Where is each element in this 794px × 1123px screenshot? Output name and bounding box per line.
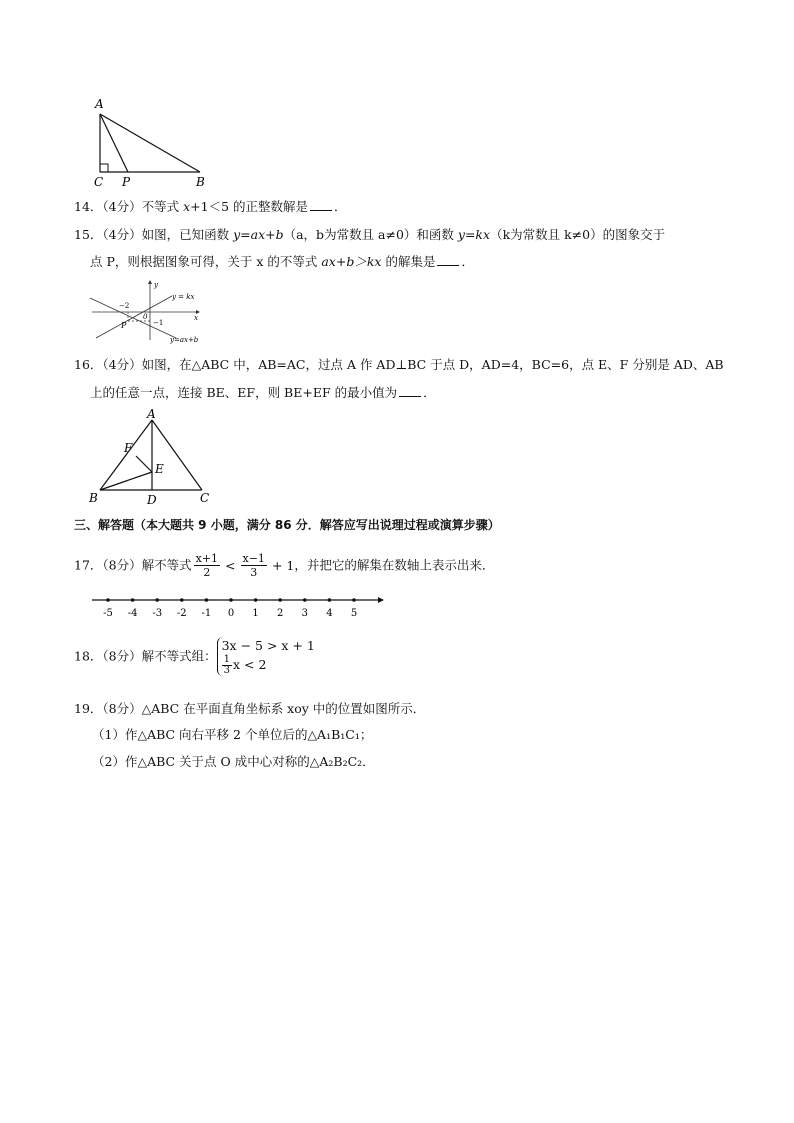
number-line-label: 2 — [277, 608, 284, 619]
label-b: B — [89, 491, 98, 505]
q17-fraction-2 — [241, 552, 267, 579]
q15-end: ． — [461, 254, 474, 269]
inequality-system — [217, 637, 315, 676]
side-ab — [100, 114, 200, 172]
q14-end: ． — [334, 199, 347, 214]
q17-fraction-1 — [194, 552, 220, 579]
q16-end: ． — [423, 385, 436, 400]
label-axb: y=ax+b — [170, 336, 199, 344]
answer-blank-16[interactable] — [399, 384, 421, 397]
q16-line2-prefix: 上的任意一点，连接 BE、EF，则 BE+EF 的最小值为 — [90, 385, 398, 400]
segment-ef — [136, 456, 152, 472]
q17-frac2-numerator: x−1 — [242, 552, 265, 565]
label-a: A — [147, 407, 156, 421]
number-line-arrow — [378, 597, 384, 603]
answer-blank-15[interactable] — [437, 253, 459, 266]
number-line-tick — [352, 598, 356, 602]
number-line-label: 4 — [326, 608, 333, 619]
number-line-tick — [180, 598, 184, 602]
label-a: A — [95, 97, 104, 111]
q18-frac-denominator: 3 — [223, 665, 230, 676]
label-d: D — [147, 493, 157, 507]
question-17 — [74, 550, 494, 581]
number-line-label: -5 — [103, 608, 113, 619]
question-14 — [74, 198, 347, 216]
q16-line1: 16．（4分）如图，在△ABC 中，AB=AC，过点 A 作 AD⊥BC 于点 D，AD=4，BC=6，点 E、F 分别是 AD、AB — [74, 357, 724, 372]
line-kx — [96, 296, 172, 338]
q18-inequality-2 — [222, 655, 315, 676]
number-line-tick — [254, 598, 258, 602]
label-p: P — [122, 175, 131, 189]
number-line-label: 5 — [350, 608, 358, 619]
label-minus-2: −2 — [119, 302, 130, 310]
label-f: F — [124, 441, 133, 455]
q18-inequality-1: 3x − 5 > x + 1 — [221, 638, 315, 653]
label-c: C — [200, 491, 210, 505]
number-line-tick — [328, 598, 332, 602]
number-line-label: 3 — [301, 608, 308, 619]
q19-item2: （2）作△ABC 关于点 O 成中心对称的△A₂B₂C₂． — [92, 754, 375, 769]
question-16-line-1 — [74, 356, 724, 374]
q14-mid: +1＜5 的正整数解是 — [190, 199, 309, 214]
label-x: x — [194, 314, 198, 322]
label-minus-1: −1 — [153, 319, 164, 327]
q17-prefix: 17．（8分）解不等式 — [74, 557, 192, 573]
line-ax-b — [90, 298, 176, 338]
q15-paren-1: （a，b为常数且 a≠0）和函数 — [283, 227, 458, 242]
q18-inequality-2-tail: x < 2 — [232, 657, 267, 672]
q15-line2-prefix: 点 P，则根据图象可得，关于 x 的不等式 — [90, 254, 322, 269]
q15-prefix: 15．（4分）如图，已知函数 — [74, 227, 234, 242]
q19-item1: （1）作△ABC 向右平移 2 个单位后的△A₁B₁C₁； — [92, 727, 373, 742]
label-e: E — [155, 462, 164, 476]
side-ab — [100, 420, 152, 490]
q17-frac1-denominator: 2 — [203, 566, 211, 579]
number-line-label: 1 — [252, 608, 259, 619]
q17-less-than: < — [225, 557, 236, 573]
y-axis-arrow — [148, 280, 152, 284]
answer-blank-14[interactable] — [310, 198, 332, 211]
number-line-tick — [155, 598, 159, 602]
number-line[interactable] — [90, 592, 390, 622]
q17-frac2-denominator: 3 — [250, 566, 258, 579]
q14-prefix: 14．（4分）不等式 — [74, 199, 184, 214]
label-origin: 0 — [143, 313, 148, 321]
number-line-label: -3 — [152, 608, 163, 619]
q15-line2-suffix: 的解集是 — [381, 254, 436, 269]
q18-prefix: 18．（8分）解不等式组： — [74, 648, 217, 664]
section-3-title: 三、解答题（本大题共 9 小题，满分 86 分．解答应写出说理过程或演算步骤） — [74, 518, 500, 532]
q15-paren-2: （k为常数且 k≠0）的图象交于 — [490, 227, 666, 242]
question-18 — [74, 636, 315, 677]
segment-be — [100, 472, 152, 490]
triangle-figure-13 — [86, 92, 216, 192]
label-y: y — [154, 281, 158, 289]
q15-function-2: y=kx — [457, 227, 491, 242]
number-line-ticks — [103, 598, 357, 619]
question-15-line-1 — [74, 226, 665, 244]
q15-function-1: y=ax+b — [233, 227, 284, 242]
function-graph-15 — [86, 278, 206, 344]
label-b: B — [196, 175, 205, 189]
q18-fraction — [222, 655, 232, 676]
question-15-line-2 — [90, 253, 474, 271]
q14-var: x — [183, 199, 191, 214]
number-line-label: -2 — [176, 608, 187, 619]
q19-line1: 19．（8分）△ABC 在平面直角坐标系 xoy 中的位置如图所示． — [74, 701, 426, 716]
number-line-tick — [205, 598, 209, 602]
number-line-tick — [303, 598, 307, 602]
number-line-tick — [229, 598, 233, 602]
section-3-heading — [74, 516, 500, 534]
q17-frac1-numerator: x+1 — [195, 552, 219, 565]
question-19-item-1 — [92, 726, 372, 744]
q17-suffix: ，并把它的解集在数轴上表示出来． — [294, 557, 495, 573]
q18-frac-numerator: 1 — [223, 654, 230, 665]
number-line-label: -4 — [127, 608, 138, 619]
question-16-line-2 — [90, 384, 436, 402]
label-c: C — [94, 175, 104, 189]
number-line-tick — [106, 598, 110, 602]
q17-plus-one: + 1 — [271, 557, 295, 573]
side-ac — [152, 420, 202, 490]
question-19-line-1 — [74, 700, 425, 718]
right-angle-mark — [100, 164, 108, 172]
number-line-label: -1 — [201, 608, 212, 619]
number-line-label: 0 — [227, 608, 235, 619]
number-line-tick — [131, 598, 135, 602]
q15-inequality: ax+b＞kx — [321, 254, 382, 269]
number-line-tick — [278, 598, 282, 602]
question-19-item-2 — [92, 753, 375, 771]
label-kx: y = kx — [172, 293, 195, 301]
triangle-figure-16 — [86, 406, 216, 510]
label-point-p: P — [121, 321, 127, 330]
